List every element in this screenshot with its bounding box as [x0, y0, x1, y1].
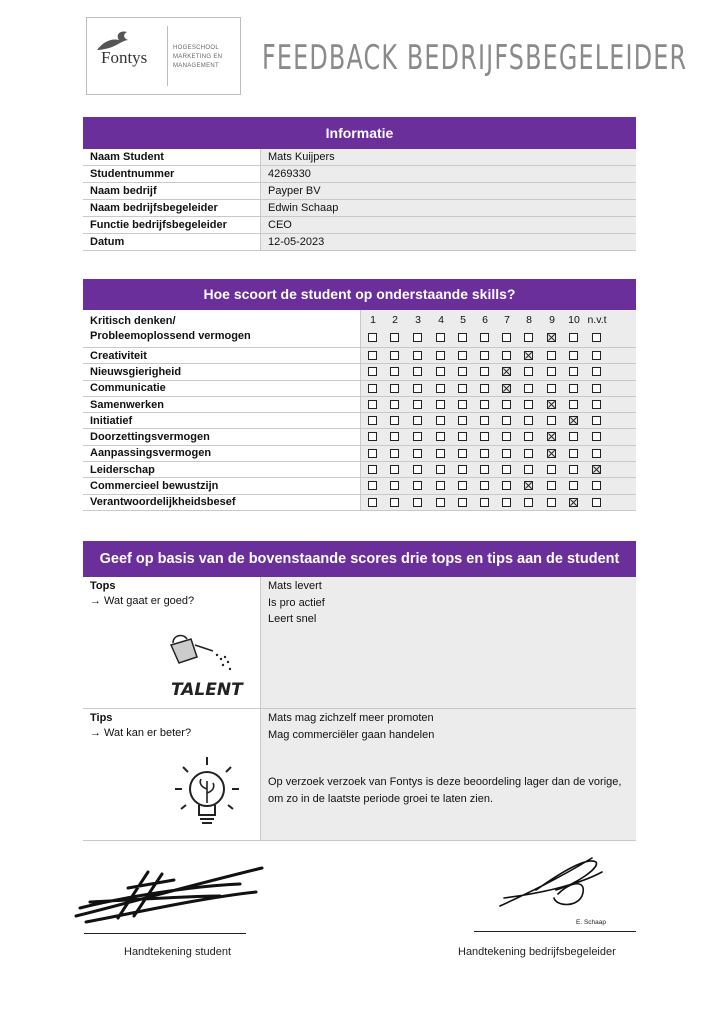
score-checkbox[interactable] — [480, 367, 489, 376]
skill-score-cells — [361, 429, 636, 444]
score-checkbox[interactable] — [368, 481, 377, 490]
tops-line: Leert snel — [268, 613, 317, 625]
info-label: Naam bedrijf — [83, 183, 261, 199]
score-checkbox[interactable] — [390, 400, 399, 409]
score-checkbox[interactable] — [569, 449, 578, 458]
score-checkbox[interactable] — [592, 498, 601, 507]
score-checkbox[interactable] — [368, 498, 377, 507]
score-checkbox[interactable] — [436, 449, 445, 458]
skill-label: Initiatief — [83, 413, 361, 428]
score-checkbox[interactable] — [413, 351, 422, 360]
score-checkbox[interactable] — [480, 400, 489, 409]
score-column-header: 1 — [370, 314, 376, 326]
score-checkbox[interactable] — [592, 333, 601, 342]
score-checkbox[interactable] — [390, 432, 399, 441]
score-checkbox[interactable] — [592, 481, 601, 490]
score-column-header: 10 — [568, 314, 580, 326]
skill-label-line: Kritisch denken/ — [90, 315, 176, 327]
score-checkbox[interactable] — [524, 449, 533, 458]
info-value[interactable]: 4269330 — [261, 166, 636, 182]
score-checkbox[interactable] — [368, 351, 377, 360]
score-checkbox[interactable] — [390, 449, 399, 458]
info-row — [83, 217, 636, 234]
skill-label: Creativiteit — [83, 348, 361, 363]
score-checkbox[interactable] — [502, 384, 511, 393]
info-label: Studentnummer — [83, 166, 261, 182]
score-checkbox[interactable] — [413, 432, 422, 441]
tops-content[interactable] — [261, 577, 636, 708]
score-checkbox[interactable] — [458, 432, 467, 441]
score-checkbox[interactable] — [569, 384, 578, 393]
info-row — [83, 149, 636, 166]
score-checkbox[interactable] — [569, 498, 578, 507]
supervisor-name: E. Schaap — [576, 919, 606, 926]
tips-line: Mats mag zichzelf meer promoten — [268, 712, 434, 724]
tops-label: Tops — [90, 580, 116, 592]
score-checkbox[interactable] — [547, 432, 556, 441]
skill-score-cells — [361, 364, 636, 379]
score-checkbox[interactable] — [413, 449, 422, 458]
score-checkbox[interactable] — [592, 449, 601, 458]
score-checkbox[interactable] — [458, 400, 467, 409]
score-checkbox[interactable] — [502, 481, 511, 490]
score-checkbox[interactable] — [502, 400, 511, 409]
score-checkbox[interactable] — [458, 449, 467, 458]
tops-row — [83, 577, 636, 709]
skill-score-cells — [361, 381, 636, 396]
score-column-header: 3 — [415, 314, 421, 326]
score-checkbox[interactable] — [413, 333, 422, 342]
score-checkbox[interactable] — [547, 481, 556, 490]
tips-label: Tips — [90, 712, 113, 724]
score-checkbox[interactable] — [413, 416, 422, 425]
score-checkbox[interactable] — [547, 465, 556, 474]
skill-label: Aanpassingsvermogen — [83, 446, 361, 461]
skill-label: Verantwoordelijkheidsbesef — [83, 495, 361, 510]
student-signature-caption: Handtekening student — [124, 946, 232, 958]
score-checkbox[interactable] — [592, 367, 601, 376]
info-label: Naam Student — [83, 149, 261, 165]
feedback-table — [83, 577, 636, 841]
info-row — [83, 166, 636, 183]
score-checkbox[interactable] — [592, 351, 601, 360]
score-checkbox[interactable] — [413, 400, 422, 409]
score-checkbox[interactable] — [502, 432, 511, 441]
skills-heading: Hoe scoort de student op onderstaande skills? — [83, 279, 636, 310]
score-column-header: 5 — [460, 314, 466, 326]
skill-label: Nieuwsgierigheid — [83, 364, 361, 379]
score-checkbox[interactable] — [502, 333, 511, 342]
score-checkbox[interactable] — [368, 416, 377, 425]
score-checkbox[interactable] — [592, 432, 601, 441]
logo-word: Fontys — [101, 48, 148, 67]
skills-table — [83, 310, 636, 511]
skill-label: Samenwerken — [83, 397, 361, 412]
skill-score-cells — [361, 348, 636, 363]
score-checkbox[interactable] — [524, 367, 533, 376]
info-value[interactable]: Edwin Schaap — [261, 200, 636, 216]
tops-cell — [83, 577, 261, 708]
student-signature — [70, 858, 270, 928]
score-checkbox[interactable] — [524, 481, 533, 490]
score-column-header: n.v.t — [587, 314, 607, 326]
score-checkbox[interactable] — [569, 351, 578, 360]
logo-divider — [167, 26, 168, 86]
tops-line: Mats levert — [268, 580, 322, 592]
skill-label-line: Probleemoplossend vermogen — [90, 330, 251, 342]
score-checkbox[interactable] — [368, 400, 377, 409]
score-column-header: 2 — [392, 314, 398, 326]
supervisor-signature-caption: Handtekening bedrijfsbegeleider — [458, 946, 616, 958]
score-checkbox[interactable] — [436, 384, 445, 393]
skill-row — [83, 462, 636, 478]
skill-score-cells — [361, 413, 636, 428]
score-checkbox[interactable] — [569, 481, 578, 490]
score-checkbox[interactable] — [480, 465, 489, 474]
score-checkbox[interactable] — [480, 384, 489, 393]
info-label: Datum — [83, 234, 261, 250]
skill-score-cells — [361, 462, 636, 477]
skill-row — [83, 348, 636, 364]
feedback-heading: Geef op basis van de bovenstaande scores drie tops en tips aan de student — [83, 541, 636, 577]
score-checkbox[interactable] — [390, 351, 399, 360]
score-checkbox[interactable] — [569, 400, 578, 409]
skill-label: Leiderschap — [83, 462, 361, 477]
score-checkbox[interactable] — [368, 333, 377, 342]
score-checkbox[interactable] — [413, 498, 422, 507]
score-column-header: 7 — [504, 314, 510, 326]
tops-line: Is pro actief — [268, 596, 325, 609]
score-column-header: 8 — [526, 314, 532, 326]
score-column-header: 6 — [482, 314, 488, 326]
score-checkbox[interactable] — [390, 416, 399, 425]
skill-row — [83, 364, 636, 380]
score-checkbox[interactable] — [547, 367, 556, 376]
tips-content[interactable] — [261, 709, 636, 840]
tips-row — [83, 709, 636, 841]
score-checkbox[interactable] — [458, 465, 467, 474]
score-checkbox[interactable] — [592, 400, 601, 409]
score-checkbox[interactable] — [524, 351, 533, 360]
skill-row — [83, 495, 636, 511]
score-checkbox[interactable] — [368, 367, 377, 376]
score-checkbox[interactable] — [480, 333, 489, 342]
tips-cell — [83, 709, 261, 840]
score-checkbox[interactable] — [368, 465, 377, 474]
score-checkbox[interactable] — [524, 400, 533, 409]
score-checkbox[interactable] — [390, 498, 399, 507]
score-checkbox[interactable] — [413, 367, 422, 376]
score-checkbox[interactable] — [368, 432, 377, 441]
score-checkbox[interactable] — [436, 333, 445, 342]
score-checkbox[interactable] — [592, 465, 601, 474]
skill-row — [83, 381, 636, 397]
score-checkbox[interactable] — [569, 416, 578, 425]
score-checkbox[interactable] — [524, 432, 533, 441]
score-checkbox[interactable] — [390, 367, 399, 376]
skill-row — [83, 446, 636, 462]
info-value[interactable]: Mats Kuijpers — [261, 149, 636, 165]
score-checkbox[interactable] — [458, 367, 467, 376]
score-checkbox[interactable] — [547, 351, 556, 360]
skill-row — [83, 413, 636, 429]
skill-label — [83, 310, 361, 347]
score-checkbox[interactable] — [502, 449, 511, 458]
score-checkbox[interactable] — [458, 351, 467, 360]
score-checkbox[interactable] — [413, 481, 422, 490]
score-checkbox[interactable] — [547, 400, 556, 409]
info-table — [83, 149, 636, 251]
score-checkbox[interactable] — [569, 333, 578, 342]
score-checkbox[interactable] — [502, 416, 511, 425]
score-checkbox[interactable] — [502, 351, 511, 360]
score-checkbox[interactable] — [436, 481, 445, 490]
score-column-header: 9 — [549, 314, 555, 326]
score-checkbox[interactable] — [480, 432, 489, 441]
score-checkbox[interactable] — [547, 416, 556, 425]
score-checkbox[interactable] — [592, 416, 601, 425]
lightbulb-icon — [171, 753, 243, 835]
skill-label: Communicatie — [83, 381, 361, 396]
score-checkbox[interactable] — [524, 333, 533, 342]
score-checkbox[interactable] — [524, 384, 533, 393]
info-label: Naam bedrijfsbegeleider — [83, 200, 261, 216]
info-row — [83, 234, 636, 251]
score-checkbox[interactable] — [502, 498, 511, 507]
logo-sub-line: HOGESCHOOL — [173, 45, 220, 51]
skill-label: Doorzettingsvermogen — [83, 429, 361, 444]
skill-score-cells — [361, 495, 636, 510]
logo-sub-line: MANAGEMENT — [173, 63, 220, 69]
score-checkbox[interactable] — [436, 351, 445, 360]
score-checkbox[interactable] — [458, 333, 467, 342]
tips-question: → Wat kan er beter? — [90, 727, 192, 739]
tops-question: → Wat gaat er goed? — [90, 595, 195, 607]
score-checkbox[interactable] — [368, 384, 377, 393]
tips-line: Mag commerciëler gaan handelen — [268, 728, 435, 741]
score-checkbox[interactable] — [502, 367, 511, 376]
score-checkbox[interactable] — [480, 416, 489, 425]
score-checkbox[interactable] — [436, 367, 445, 376]
skills-row — [83, 310, 636, 348]
score-checkbox[interactable] — [458, 481, 467, 490]
score-checkbox[interactable] — [524, 465, 533, 474]
score-column-header: 4 — [438, 314, 444, 326]
talent-word: TALENT — [171, 680, 243, 700]
score-checkbox[interactable] — [480, 481, 489, 490]
score-checkbox[interactable] — [569, 465, 578, 474]
student-signature-line — [84, 933, 246, 934]
score-checkbox[interactable] — [413, 465, 422, 474]
score-checkbox[interactable] — [436, 400, 445, 409]
score-checkbox[interactable] — [569, 367, 578, 376]
score-checkbox[interactable] — [458, 498, 467, 507]
logo-subtitle — [173, 44, 239, 71]
score-checkbox[interactable] — [368, 449, 377, 458]
score-checkbox[interactable] — [547, 333, 556, 342]
score-checkbox[interactable] — [547, 449, 556, 458]
score-checkbox[interactable] — [547, 384, 556, 393]
logo-sub-line: MARKETING EN — [173, 54, 223, 60]
info-label: Functie bedrijfsbegeleider — [83, 217, 261, 233]
score-checkbox[interactable] — [413, 384, 422, 393]
score-checkbox[interactable] — [480, 351, 489, 360]
skill-score-cells — [361, 446, 636, 461]
score-checkbox[interactable] — [480, 449, 489, 458]
score-checkbox[interactable] — [480, 498, 489, 507]
info-value[interactable]: CEO — [261, 217, 636, 233]
score-checkbox[interactable] — [436, 416, 445, 425]
watering-can-icon — [165, 631, 255, 701]
info-row — [83, 200, 636, 217]
score-checkbox[interactable] — [524, 416, 533, 425]
skill-score-cells — [361, 397, 636, 412]
info-row — [83, 183, 636, 200]
score-checkbox[interactable] — [502, 465, 511, 474]
skill-row — [83, 429, 636, 445]
score-checkbox[interactable] — [390, 481, 399, 490]
score-checkbox[interactable] — [569, 432, 578, 441]
skill-row — [83, 397, 636, 413]
score-checkbox[interactable] — [458, 384, 467, 393]
score-checkbox[interactable] — [436, 432, 445, 441]
skill-label: Commercieel bewustzijn — [83, 478, 361, 493]
supervisor-signature — [496, 850, 606, 920]
skill-score-cells — [361, 310, 636, 347]
info-heading: Informatie — [83, 117, 636, 149]
tips-note: Op verzoek verzoek van Fontys is deze beoordeling lager dan de vorige, om zo in de laatste periode groei te laten zien. — [268, 776, 622, 805]
info-value[interactable]: Payper BV — [261, 183, 636, 199]
score-checkbox[interactable] — [524, 498, 533, 507]
score-checkbox[interactable] — [436, 498, 445, 507]
page-title: FEEDBACK BEDRIJFSBEGELEIDER — [262, 38, 688, 78]
skill-score-cells — [361, 478, 636, 493]
score-checkbox[interactable] — [547, 498, 556, 507]
score-checkbox[interactable] — [436, 465, 445, 474]
score-checkbox[interactable] — [390, 465, 399, 474]
fontys-logo — [86, 17, 241, 95]
score-checkbox[interactable] — [592, 384, 601, 393]
info-value[interactable]: 12-05-2023 — [261, 234, 636, 250]
supervisor-signature-line — [474, 931, 636, 932]
score-checkbox[interactable] — [390, 384, 399, 393]
score-checkbox[interactable] — [390, 333, 399, 342]
skill-row — [83, 478, 636, 494]
score-checkbox[interactable] — [458, 416, 467, 425]
